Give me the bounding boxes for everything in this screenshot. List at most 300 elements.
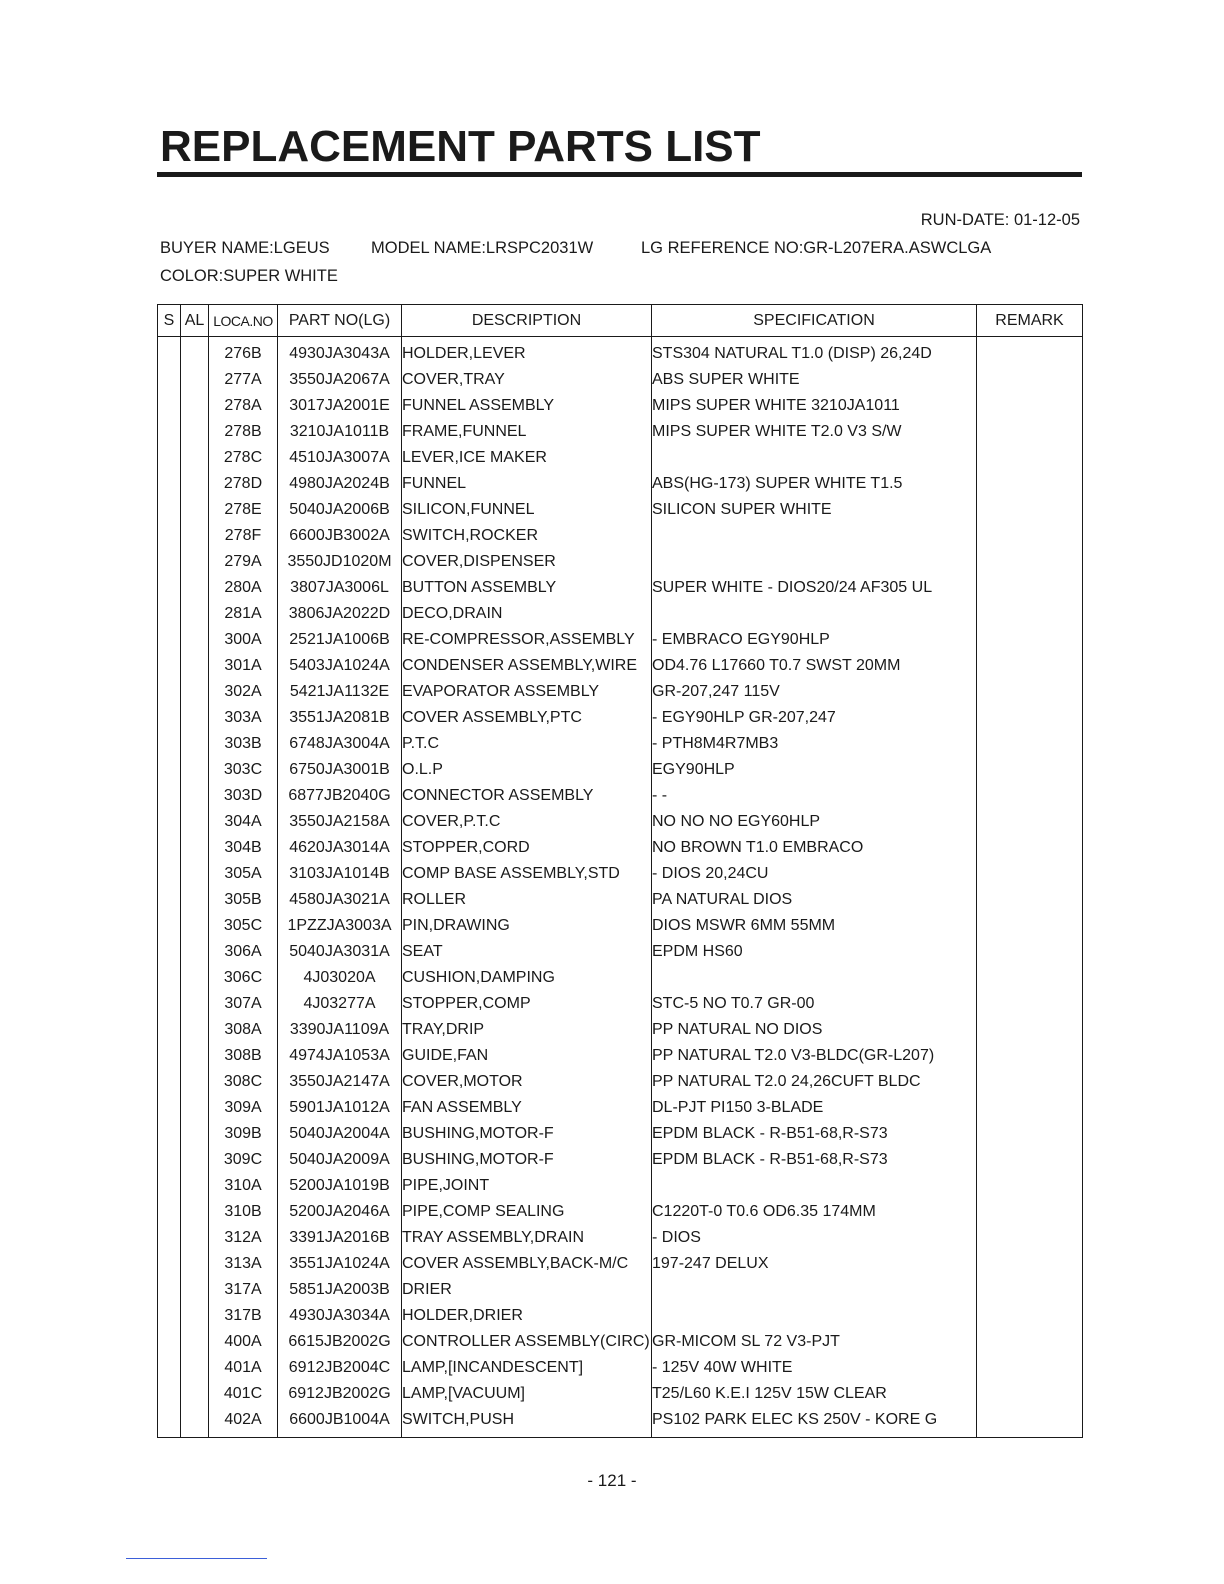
cell-al — [181, 887, 209, 913]
cell-description: EVAPORATOR ASSEMBLY — [402, 679, 652, 705]
table-row — [158, 991, 1083, 1017]
cell-al — [181, 965, 209, 991]
cell-description: SEAT — [402, 939, 652, 965]
table-row — [158, 783, 1083, 809]
cell-specification — [652, 1303, 977, 1329]
cell-description: GUIDE,FAN — [402, 1043, 652, 1069]
cell-specification: EPDM BLACK - R-B51-68,R-S73 — [652, 1121, 977, 1147]
table-row — [158, 1225, 1083, 1251]
cell-part-no: 5040JA2006B — [278, 497, 402, 523]
cell-description: COVER,MOTOR — [402, 1069, 652, 1095]
color-spec: COLOR:SUPER WHITE — [160, 267, 338, 285]
cell-loca-no: 402A — [209, 1407, 278, 1438]
cell-part-no: 3391JA2016B — [278, 1225, 402, 1251]
cell-remark — [977, 1251, 1083, 1277]
cell-remark — [977, 1277, 1083, 1303]
cell-remark — [977, 393, 1083, 419]
cell-s — [158, 1147, 181, 1173]
cell-part-no: 6600JB3002A — [278, 523, 402, 549]
cell-remark — [977, 653, 1083, 679]
cell-al — [181, 471, 209, 497]
cell-al — [181, 497, 209, 523]
cell-description: BUTTON ASSEMBLY — [402, 575, 652, 601]
cell-al — [181, 731, 209, 757]
cell-al — [181, 809, 209, 835]
table-row — [158, 913, 1083, 939]
table-row — [158, 337, 1083, 368]
cell-loca-no: 304A — [209, 809, 278, 835]
cell-loca-no: 317B — [209, 1303, 278, 1329]
table-row — [158, 1355, 1083, 1381]
cell-specification: MIPS SUPER WHITE 3210JA1011 — [652, 393, 977, 419]
table-row — [158, 627, 1083, 653]
table-row — [158, 887, 1083, 913]
cell-s — [158, 1043, 181, 1069]
cell-part-no: 6750JA3001B — [278, 757, 402, 783]
cell-description: SILICON,FUNNEL — [402, 497, 652, 523]
table-row — [158, 523, 1083, 549]
cell-description: O.L.P — [402, 757, 652, 783]
table-row — [158, 1381, 1083, 1407]
cell-al — [181, 679, 209, 705]
cell-al — [181, 337, 209, 368]
cell-loca-no: 277A — [209, 367, 278, 393]
cell-part-no: 4510JA3007A — [278, 445, 402, 471]
cell-s — [158, 705, 181, 731]
cell-loca-no: 304B — [209, 835, 278, 861]
cell-remark — [977, 367, 1083, 393]
table-row — [158, 939, 1083, 965]
table-row — [158, 497, 1083, 523]
cell-specification: - EMBRACO EGY90HLP — [652, 627, 977, 653]
cell-remark — [977, 705, 1083, 731]
cell-part-no: 3807JA3006L — [278, 575, 402, 601]
cell-s — [158, 783, 181, 809]
cell-remark — [977, 1407, 1083, 1438]
cell-remark — [977, 1095, 1083, 1121]
cell-part-no: 5403JA1024A — [278, 653, 402, 679]
cell-loca-no: 309B — [209, 1121, 278, 1147]
cell-part-no: 6615JB2002G — [278, 1329, 402, 1355]
lg-reference-number: LG REFERENCE NO:GR-L207ERA.ASWCLGA — [641, 239, 992, 257]
cell-al — [181, 419, 209, 445]
cell-description: BUSHING,MOTOR-F — [402, 1121, 652, 1147]
cell-s — [158, 1407, 181, 1438]
cell-al — [181, 991, 209, 1017]
cell-remark — [977, 1121, 1083, 1147]
cell-loca-no: 300A — [209, 627, 278, 653]
cell-loca-no: 303D — [209, 783, 278, 809]
cell-loca-no: 317A — [209, 1277, 278, 1303]
cell-part-no: 3550JA2158A — [278, 809, 402, 835]
table-row — [158, 419, 1083, 445]
cell-specification: T25/L60 K.E.I 125V 15W CLEAR — [652, 1381, 977, 1407]
cell-al — [181, 523, 209, 549]
cell-loca-no: 303C — [209, 757, 278, 783]
table-row — [158, 1017, 1083, 1043]
cell-specification — [652, 1173, 977, 1199]
cell-specification: NO NO NO EGY60HLP — [652, 809, 977, 835]
cell-specification: C1220T-0 T0.6 OD6.35 174MM — [652, 1199, 977, 1225]
cell-s — [158, 991, 181, 1017]
cell-part-no: 6877JB2040G — [278, 783, 402, 809]
cell-loca-no: 400A — [209, 1329, 278, 1355]
cell-s — [158, 887, 181, 913]
cell-specification: PP NATURAL T2.0 24,26CUFT BLDC — [652, 1069, 977, 1095]
cell-description: DECO,DRAIN — [402, 601, 652, 627]
cell-loca-no: 306C — [209, 965, 278, 991]
table-row — [158, 757, 1083, 783]
cell-description: COVER,DISPENSER — [402, 549, 652, 575]
cell-s — [158, 601, 181, 627]
cell-al — [181, 1199, 209, 1225]
cell-loca-no: 401C — [209, 1381, 278, 1407]
cell-description: LAMP,[VACUUM] — [402, 1381, 652, 1407]
cell-specification — [652, 1277, 977, 1303]
cell-remark — [977, 731, 1083, 757]
cell-s — [158, 1381, 181, 1407]
cell-s — [158, 939, 181, 965]
cell-loca-no: 279A — [209, 549, 278, 575]
cell-loca-no: 310B — [209, 1199, 278, 1225]
cell-s — [158, 835, 181, 861]
cell-specification: GR-MICOM SL 72 V3-PJT — [652, 1329, 977, 1355]
table-row — [158, 549, 1083, 575]
cell-s — [158, 679, 181, 705]
cell-s — [158, 523, 181, 549]
cell-description: ROLLER — [402, 887, 652, 913]
cell-description: HOLDER,LEVER — [402, 337, 652, 368]
cell-part-no: 3017JA2001E — [278, 393, 402, 419]
cell-description: STOPPER,COMP — [402, 991, 652, 1017]
cell-description: PIPE,JOINT — [402, 1173, 652, 1199]
cell-al — [181, 1043, 209, 1069]
cell-specification: DIOS MSWR 6MM 55MM — [652, 913, 977, 939]
cell-description: COVER,P.T.C — [402, 809, 652, 835]
cell-loca-no: 305B — [209, 887, 278, 913]
cell-s — [158, 809, 181, 835]
cell-specification: PP NATURAL NO DIOS — [652, 1017, 977, 1043]
cell-description: COVER ASSEMBLY,PTC — [402, 705, 652, 731]
table-row — [158, 1121, 1083, 1147]
cell-specification: EPDM BLACK - R-B51-68,R-S73 — [652, 1147, 977, 1173]
cell-description: HOLDER,DRIER — [402, 1303, 652, 1329]
cell-remark — [977, 1355, 1083, 1381]
cell-part-no: 2521JA1006B — [278, 627, 402, 653]
cell-loca-no: 308A — [209, 1017, 278, 1043]
table-row — [158, 1407, 1083, 1438]
cell-description: COVER,TRAY — [402, 367, 652, 393]
cell-part-no: 3550JA2147A — [278, 1069, 402, 1095]
cell-specification: - EGY90HLP GR-207,247 — [652, 705, 977, 731]
cell-specification — [652, 549, 977, 575]
cell-remark — [977, 939, 1083, 965]
cell-specification — [652, 601, 977, 627]
cell-al — [181, 1277, 209, 1303]
table-row — [158, 367, 1083, 393]
cell-loca-no: 303B — [209, 731, 278, 757]
cell-s — [158, 419, 181, 445]
cell-al — [181, 705, 209, 731]
cell-s — [158, 1173, 181, 1199]
cell-remark — [977, 809, 1083, 835]
cell-al — [181, 445, 209, 471]
cell-specification: - PTH8M4R7MB3 — [652, 731, 977, 757]
cell-part-no: 3551JA2081B — [278, 705, 402, 731]
cell-loca-no: 303A — [209, 705, 278, 731]
cell-part-no: 5421JA1132E — [278, 679, 402, 705]
cell-part-no: 3210JA1011B — [278, 419, 402, 445]
cell-s — [158, 757, 181, 783]
table-row — [158, 471, 1083, 497]
cell-part-no: 5200JA1019B — [278, 1173, 402, 1199]
cell-loca-no: 309C — [209, 1147, 278, 1173]
table-row — [158, 861, 1083, 887]
header-s: S — [158, 305, 181, 337]
cell-remark — [977, 1173, 1083, 1199]
table-row — [158, 679, 1083, 705]
cell-loca-no: 305A — [209, 861, 278, 887]
cell-description: CONDENSER ASSEMBLY,WIRE — [402, 653, 652, 679]
cell-part-no: 4620JA3014A — [278, 835, 402, 861]
cell-s — [158, 1225, 181, 1251]
cell-loca-no: 280A — [209, 575, 278, 601]
cell-remark — [977, 757, 1083, 783]
cell-s — [158, 1303, 181, 1329]
table-row — [158, 601, 1083, 627]
table-row — [158, 1199, 1083, 1225]
cell-remark — [977, 601, 1083, 627]
cell-s — [158, 393, 181, 419]
cell-remark — [977, 627, 1083, 653]
cell-part-no: 4J03277A — [278, 991, 402, 1017]
cell-part-no: 5851JA2003B — [278, 1277, 402, 1303]
cell-loca-no: 278E — [209, 497, 278, 523]
cell-part-no: 5901JA1012A — [278, 1095, 402, 1121]
cell-description: RE-COMPRESSOR,ASSEMBLY — [402, 627, 652, 653]
cell-s — [158, 1329, 181, 1355]
cell-description: P.T.C — [402, 731, 652, 757]
cell-al — [181, 1251, 209, 1277]
cell-al — [181, 1121, 209, 1147]
table-row — [158, 1329, 1083, 1355]
cell-description: FAN ASSEMBLY — [402, 1095, 652, 1121]
cell-part-no: 4980JA2024B — [278, 471, 402, 497]
cell-part-no: 3390JA1109A — [278, 1017, 402, 1043]
cell-specification: STC-5 NO T0.7 GR-00 — [652, 991, 977, 1017]
cell-s — [158, 1251, 181, 1277]
cell-remark — [977, 1225, 1083, 1251]
cell-part-no: 4930JA3034A — [278, 1303, 402, 1329]
cell-remark — [977, 523, 1083, 549]
header-loca-no: LOCA.NO — [209, 305, 278, 337]
cell-remark — [977, 1329, 1083, 1355]
cell-specification — [652, 523, 977, 549]
cell-s — [158, 1121, 181, 1147]
cell-al — [181, 1069, 209, 1095]
cell-part-no: 3806JA2022D — [278, 601, 402, 627]
cell-description: SWITCH,ROCKER — [402, 523, 652, 549]
cell-remark — [977, 1147, 1083, 1173]
cell-part-no: 6748JA3004A — [278, 731, 402, 757]
cell-remark — [977, 861, 1083, 887]
cell-remark — [977, 913, 1083, 939]
buyer-name: BUYER NAME:LGEUS — [160, 239, 330, 257]
cell-specification: EGY90HLP — [652, 757, 977, 783]
table-row — [158, 1303, 1083, 1329]
cell-part-no: 6600JB1004A — [278, 1407, 402, 1438]
cell-loca-no: 302A — [209, 679, 278, 705]
cell-loca-no: 305C — [209, 913, 278, 939]
cell-remark — [977, 835, 1083, 861]
cell-description: STOPPER,CORD — [402, 835, 652, 861]
table-row — [158, 575, 1083, 601]
table-row — [158, 1147, 1083, 1173]
cell-al — [181, 1095, 209, 1121]
cell-al — [181, 1303, 209, 1329]
cell-remark — [977, 419, 1083, 445]
cell-part-no: 4J03020A — [278, 965, 402, 991]
table-row — [158, 1173, 1083, 1199]
table-row — [158, 653, 1083, 679]
cell-s — [158, 1095, 181, 1121]
table-row — [158, 393, 1083, 419]
cell-s — [158, 337, 181, 368]
cell-loca-no: 310A — [209, 1173, 278, 1199]
cell-description: BUSHING,MOTOR-F — [402, 1147, 652, 1173]
cell-specification: - DIOS 20,24CU — [652, 861, 977, 887]
cell-part-no: 3550JD1020M — [278, 549, 402, 575]
cell-specification: GR-207,247 115V — [652, 679, 977, 705]
cell-remark — [977, 1303, 1083, 1329]
cell-specification: NO BROWN T1.0 EMBRACO — [652, 835, 977, 861]
cell-description: COMP BASE ASSEMBLY,STD — [402, 861, 652, 887]
cell-part-no: 6912JB2004C — [278, 1355, 402, 1381]
cell-specification — [652, 445, 977, 471]
cell-loca-no: 278B — [209, 419, 278, 445]
cell-remark — [977, 887, 1083, 913]
cell-part-no: 3550JA2067A — [278, 367, 402, 393]
cell-al — [181, 939, 209, 965]
cell-description: CUSHION,DAMPING — [402, 965, 652, 991]
header-part-no: PART NO(LG) — [278, 305, 402, 337]
cell-loca-no: 309A — [209, 1095, 278, 1121]
cell-remark — [977, 337, 1083, 368]
cell-loca-no: 308B — [209, 1043, 278, 1069]
cell-specification: - DIOS — [652, 1225, 977, 1251]
title-underline — [157, 172, 1082, 177]
cell-remark — [977, 445, 1083, 471]
table-row — [158, 1251, 1083, 1277]
cell-remark — [977, 471, 1083, 497]
cell-s — [158, 913, 181, 939]
cell-remark — [977, 991, 1083, 1017]
cell-s — [158, 731, 181, 757]
footer-link-line — [126, 1558, 267, 1559]
table-row — [158, 809, 1083, 835]
cell-description: FUNNEL ASSEMBLY — [402, 393, 652, 419]
cell-description: TRAY,DRIP — [402, 1017, 652, 1043]
cell-loca-no: 401A — [209, 1355, 278, 1381]
cell-specification: STS304 NATURAL T1.0 (DISP) 26,24D — [652, 337, 977, 368]
cell-s — [158, 1277, 181, 1303]
cell-description: CONNECTOR ASSEMBLY — [402, 783, 652, 809]
cell-loca-no: 313A — [209, 1251, 278, 1277]
cell-specification: PP NATURAL T2.0 V3-BLDC(GR-L207) — [652, 1043, 977, 1069]
cell-al — [181, 1173, 209, 1199]
cell-al — [181, 1381, 209, 1407]
cell-al — [181, 783, 209, 809]
cell-description: LEVER,ICE MAKER — [402, 445, 652, 471]
cell-s — [158, 653, 181, 679]
cell-loca-no: 312A — [209, 1225, 278, 1251]
cell-part-no: 3551JA1024A — [278, 1251, 402, 1277]
cell-part-no: 4580JA3021A — [278, 887, 402, 913]
cell-specification: PS102 PARK ELEC KS 250V - KORE G — [652, 1407, 977, 1438]
cell-al — [181, 601, 209, 627]
cell-loca-no: 301A — [209, 653, 278, 679]
cell-remark — [977, 783, 1083, 809]
cell-remark — [977, 965, 1083, 991]
table-row — [158, 705, 1083, 731]
cell-specification: EPDM HS60 — [652, 939, 977, 965]
cell-s — [158, 627, 181, 653]
cell-part-no: 5040JA2009A — [278, 1147, 402, 1173]
cell-al — [181, 835, 209, 861]
cell-specification: - 125V 40W WHITE — [652, 1355, 977, 1381]
cell-part-no: 1PZZJA3003A — [278, 913, 402, 939]
cell-al — [181, 1355, 209, 1381]
cell-al — [181, 757, 209, 783]
cell-description: FRAME,FUNNEL — [402, 419, 652, 445]
parts-table-body — [158, 337, 1083, 1438]
cell-loca-no: 276B — [209, 337, 278, 368]
table-row — [158, 1277, 1083, 1303]
cell-specification: - - — [652, 783, 977, 809]
cell-al — [181, 1225, 209, 1251]
header-remark: REMARK — [977, 305, 1083, 337]
cell-description: FUNNEL — [402, 471, 652, 497]
header-description: DESCRIPTION — [402, 305, 652, 337]
cell-remark — [977, 1017, 1083, 1043]
cell-s — [158, 367, 181, 393]
cell-specification: PA NATURAL DIOS — [652, 887, 977, 913]
cell-s — [158, 471, 181, 497]
table-row — [158, 1043, 1083, 1069]
cell-loca-no: 308C — [209, 1069, 278, 1095]
cell-part-no: 5200JA2046A — [278, 1199, 402, 1225]
table-row — [158, 731, 1083, 757]
cell-s — [158, 549, 181, 575]
cell-loca-no: 278C — [209, 445, 278, 471]
cell-specification — [652, 965, 977, 991]
cell-remark — [977, 575, 1083, 601]
cell-s — [158, 1069, 181, 1095]
header-al: AL — [181, 305, 209, 337]
cell-s — [158, 445, 181, 471]
cell-specification: ABS(HG-173) SUPER WHITE T1.5 — [652, 471, 977, 497]
cell-s — [158, 497, 181, 523]
cell-al — [181, 1407, 209, 1438]
cell-specification: SILICON SUPER WHITE — [652, 497, 977, 523]
cell-specification: SUPER WHITE - DIOS20/24 AF305 UL — [652, 575, 977, 601]
header-specification: SPECIFICATION — [652, 305, 977, 337]
cell-part-no: 4974JA1053A — [278, 1043, 402, 1069]
cell-remark — [977, 497, 1083, 523]
table-row — [158, 1095, 1083, 1121]
page-title: REPLACEMENT PARTS LIST — [160, 122, 761, 171]
cell-al — [181, 1329, 209, 1355]
